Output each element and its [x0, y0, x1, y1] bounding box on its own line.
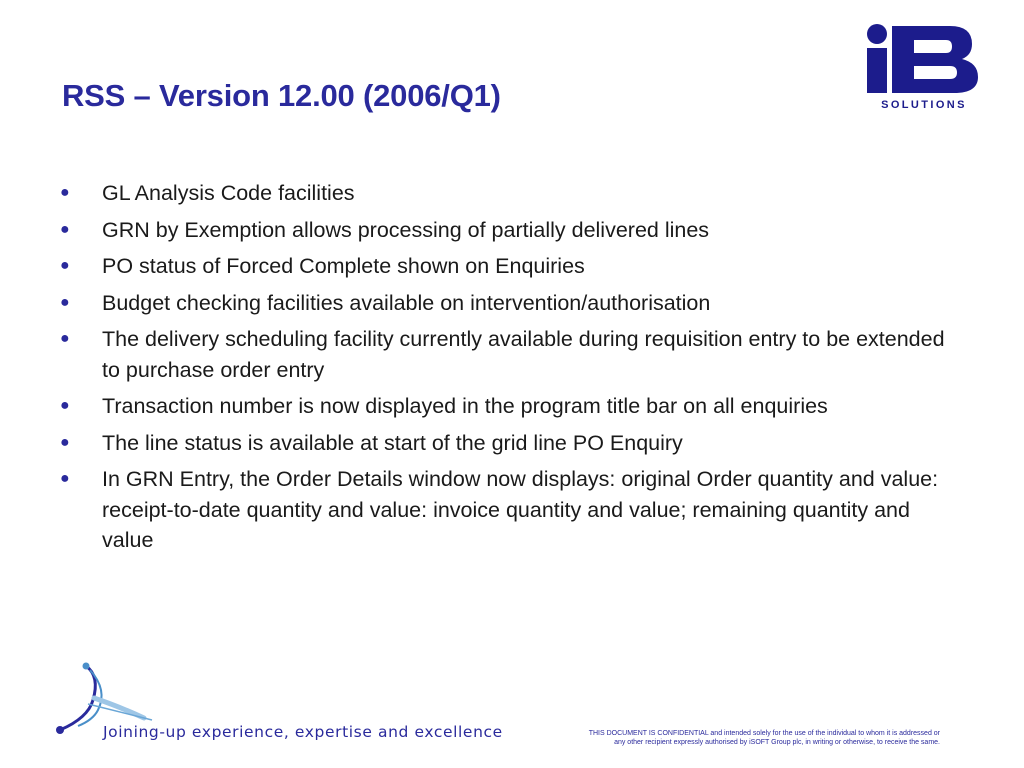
- bullet-dot-icon: ●: [60, 397, 70, 414]
- bullet-dot-icon: ●: [60, 257, 70, 274]
- slide-title: RSS – Version 12.00 (2006/Q1): [62, 78, 501, 113]
- bullet-item: [60, 428, 965, 459]
- bullet-dot-icon: ●: [60, 470, 70, 487]
- bullet-item: [60, 324, 965, 385]
- bullet-item: [60, 288, 965, 319]
- ib-solutions-logo: [862, 22, 986, 114]
- bullet-dot-icon: ●: [60, 184, 70, 201]
- bullet-text: Budget checking facilities available on intervention/authorisation: [102, 290, 711, 315]
- bullet-item: [60, 251, 965, 282]
- bullet-item: [60, 215, 965, 246]
- bullet-text: PO status of Forced Complete shown on Enquiries: [102, 254, 585, 278]
- bullet-dot-icon: ●: [60, 330, 70, 347]
- bullet-text: The delivery scheduling facility currently available during requisition entry to be extended to purchase order entry: [102, 327, 945, 382]
- bullet-text: Transaction number is now displayed in the program title bar on all enquiries: [102, 394, 828, 418]
- bullet-item: [60, 391, 965, 422]
- logo-subtitle: SOLUTIONS: [881, 99, 967, 111]
- confidentiality-notice: [520, 729, 940, 747]
- bullet-item: [60, 178, 965, 209]
- confidential-line-2: any other recipient expressly authorised by iSOFT Group plc, in writing or otherwise, to receive the same.: [614, 739, 940, 746]
- bullet-dot-icon: ●: [60, 433, 70, 451]
- bullet-list: [60, 178, 965, 562]
- bullet-item: [60, 464, 965, 556]
- footer-tagline: Joining-up experience, expertise and excellence: [103, 723, 503, 741]
- bullet-dot-icon: ●: [60, 220, 70, 238]
- bullet-text: GRN by Exemption allows processing of partially delivered lines: [102, 217, 710, 242]
- bullet-text: GL Analysis Code facilities: [102, 181, 355, 205]
- bullet-text: The line status is available at start of the grid line PO Enquiry: [102, 430, 683, 455]
- confidential-line-1: THIS DOCUMENT IS CONFIDENTIAL and intended solely for the use of the individual to whom it is addressed or: [588, 730, 940, 737]
- bullet-text: In GRN Entry, the Order Details window now displays: original Order quantity and value: receipt-to-date quantity and value: invoice quantity and value; remaining quantity and value: [102, 467, 939, 552]
- bullet-dot-icon: ●: [60, 293, 70, 311]
